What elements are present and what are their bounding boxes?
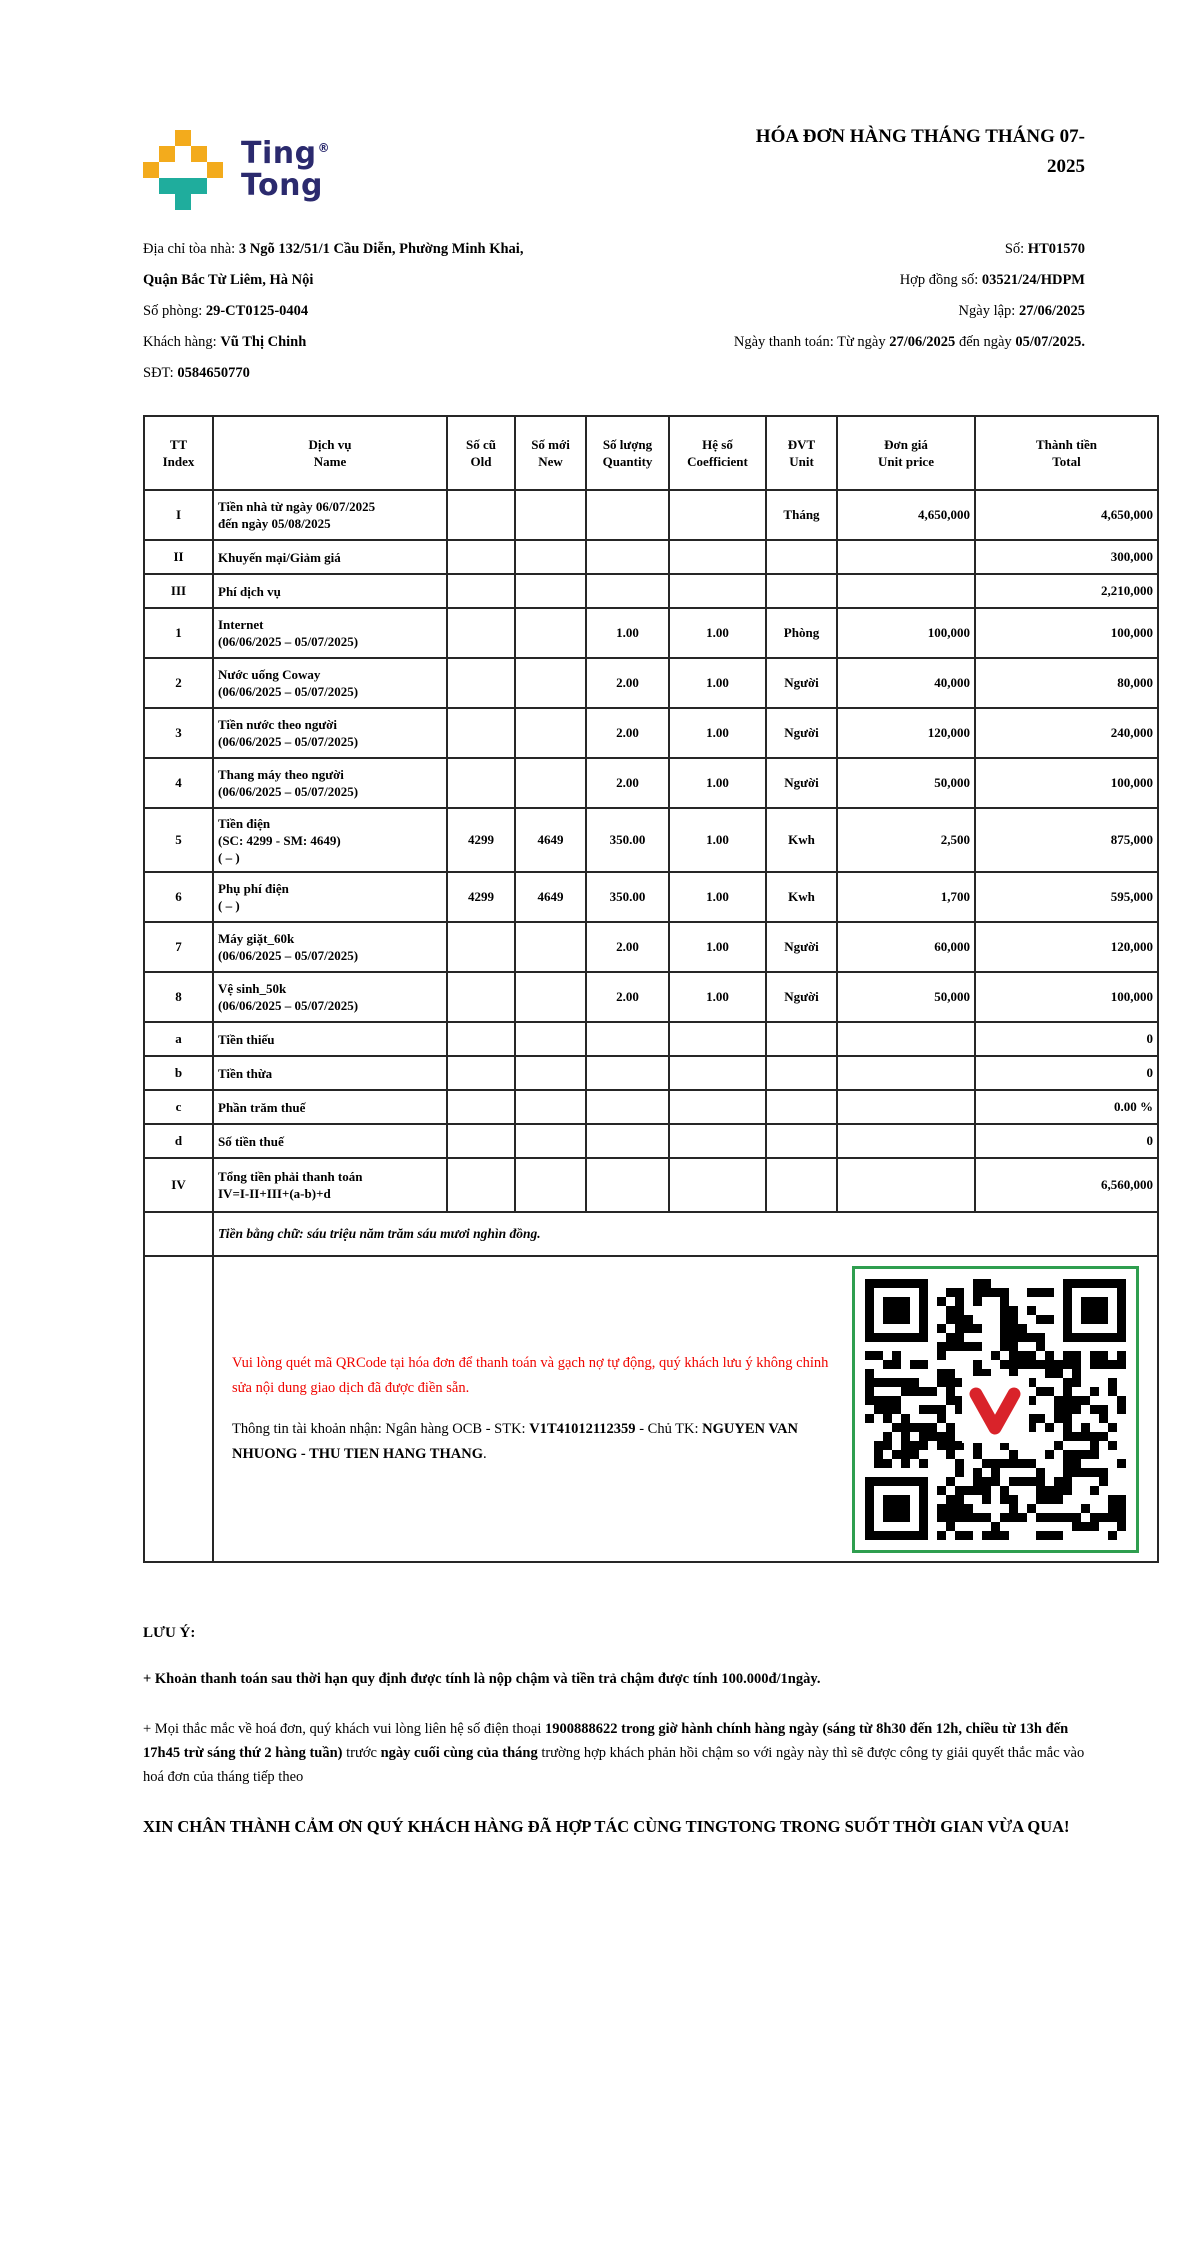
tingtong-logo: [143, 130, 330, 210]
line-total: 595,000: [975, 872, 1158, 922]
header-total: Thành tiền Total: [975, 416, 1158, 490]
table-row: [144, 1124, 1158, 1158]
old-reading: 4299: [447, 808, 515, 872]
line-total: 100,000: [975, 758, 1158, 808]
invoice-meta: [711, 234, 1157, 389]
quantity: 2.00: [586, 758, 669, 808]
unit-price: [837, 1022, 975, 1056]
coefficient: 1.00: [669, 972, 766, 1022]
customer-info: [143, 234, 711, 389]
quantity: 350.00: [586, 872, 669, 922]
old-reading: [447, 1124, 515, 1158]
payment-instructions-cell: [213, 1256, 1158, 1562]
new-reading: [515, 758, 586, 808]
invoice-table: [143, 415, 1159, 1563]
unit-price: 50,000: [837, 972, 975, 1022]
unit: Người: [766, 658, 837, 708]
unit: [766, 1124, 837, 1158]
line-total: 875,000: [975, 808, 1158, 872]
quantity: 2.00: [586, 658, 669, 708]
new-reading: 4649: [515, 872, 586, 922]
late-payment-note: + Khoản thanh toán sau thời hạn quy định được tính là nộp chậm và tiền trả chậm được tính 100.000đ/1ngày.: [143, 1671, 821, 1687]
unit-price: [837, 574, 975, 608]
new-reading: 4649: [515, 808, 586, 872]
unit: [766, 574, 837, 608]
line-total: 80,000: [975, 658, 1158, 708]
table-row-grand-total: [144, 1158, 1158, 1212]
line-total: 2,210,000: [975, 574, 1158, 608]
quantity: [586, 1090, 669, 1124]
quantity: [586, 574, 669, 608]
qr-warning-note: Vui lòng quét mã QRCode tại hóa đơn để thanh toán và gạch nợ tự động, quý khách lưu ý không chỉnh sửa nội dung giao dịch đã được điền sẵn.: [232, 1355, 829, 1396]
payment-period-line: Ngày thanh toán: Từ ngày 27/06/2025 đến ngày 05/07/2025.: [733, 334, 1085, 350]
new-reading: [515, 490, 586, 540]
new-reading: [515, 1124, 586, 1158]
coefficient: [669, 1022, 766, 1056]
unit-price: 4,650,000: [837, 490, 975, 540]
table-row: [144, 1090, 1158, 1124]
table-row: [144, 574, 1158, 608]
unit-price: [837, 1124, 975, 1158]
line-total: 4,650,000: [975, 490, 1158, 540]
header-unit-price: Đơn giá Unit price: [837, 416, 975, 490]
old-reading: [447, 658, 515, 708]
quantity: 350.00: [586, 808, 669, 872]
unit-price: [837, 1056, 975, 1090]
unit: [766, 1090, 837, 1124]
coefficient: 1.00: [669, 608, 766, 658]
new-reading: [515, 1158, 586, 1212]
unit-price: 40,000: [837, 658, 975, 708]
unit: [766, 1022, 837, 1056]
table-header-row: [144, 416, 1158, 490]
new-reading: [515, 574, 586, 608]
unit: Người: [766, 972, 837, 1022]
invoice-title: HÓA ĐƠN HÀNG THÁNG THÁNG 07- 2025: [755, 126, 1085, 177]
grand-total: 6,560,000: [975, 1158, 1158, 1212]
row-index: [144, 1212, 213, 1256]
building-address-line1: Địa chỉ tòa nhà: 3 Ngõ 132/51/1 Cầu Diễn, Phường Minh Khai,: [143, 241, 524, 257]
header-old: Số cũ Old: [447, 416, 515, 490]
line-total: 0: [975, 1056, 1158, 1090]
table-row: [144, 540, 1158, 574]
bank-account-info: Thông tin tài khoản nhận: Ngân hàng OCB - STK: V1T41012112359 - Chủ TK: NGUYEN VAN NHUONG - THU TIEN HANG THANG.: [232, 1421, 798, 1462]
unit: Kwh: [766, 808, 837, 872]
line-total: 0: [975, 1124, 1158, 1158]
new-reading: [515, 540, 586, 574]
quantity: 2.00: [586, 972, 669, 1022]
quantity: [586, 540, 669, 574]
new-reading: [515, 658, 586, 708]
new-reading: [515, 922, 586, 972]
unit-price: 2,500: [837, 808, 975, 872]
service-name: Thang máy theo người (06/06/2025 – 05/07/2025): [213, 758, 447, 808]
unit-price: 1,700: [837, 872, 975, 922]
notes-heading: LƯU Ý:: [143, 1625, 196, 1641]
unit-price: 50,000: [837, 758, 975, 808]
old-reading: [447, 1056, 515, 1090]
footer-notes: [143, 1625, 1106, 1840]
table-row: [144, 658, 1158, 708]
qr-code: [852, 1266, 1139, 1553]
payment-instructions: [218, 1351, 850, 1467]
invoice-number-line: Số: HT01570: [1004, 241, 1085, 257]
room-number-line: Số phòng: 29-CT0125-0404: [143, 303, 309, 319]
unit-price: [837, 1158, 975, 1212]
table-row: [144, 808, 1158, 872]
row-index: 7: [144, 922, 213, 972]
line-total: 240,000: [975, 708, 1158, 758]
new-reading: [515, 608, 586, 658]
header-unit: ĐVT Unit: [766, 416, 837, 490]
table-row: [144, 872, 1158, 922]
coefficient: [669, 1124, 766, 1158]
service-name: Vệ sinh_50k (06/06/2025 – 05/07/2025): [213, 972, 447, 1022]
new-reading: [515, 1022, 586, 1056]
new-reading: [515, 972, 586, 1022]
row-index: 2: [144, 658, 213, 708]
amount-in-words-row: [144, 1212, 1158, 1256]
quantity: 2.00: [586, 708, 669, 758]
row-index: 8: [144, 972, 213, 1022]
row-index: IV: [144, 1158, 213, 1212]
row-index: d: [144, 1124, 213, 1158]
table-row: [144, 1056, 1158, 1090]
service-name: Số tiền thuế: [213, 1124, 447, 1158]
line-total: 100,000: [975, 608, 1158, 658]
old-reading: [447, 540, 515, 574]
service-name: Phí dịch vụ: [213, 574, 447, 608]
row-index: 4: [144, 758, 213, 808]
old-reading: [447, 708, 515, 758]
row-index: 1: [144, 608, 213, 658]
quantity: [586, 490, 669, 540]
tingtong-logo-icon: [143, 130, 223, 210]
unit-price: [837, 540, 975, 574]
header-quantity: Số lượng Quantity: [586, 416, 669, 490]
coefficient: [669, 1090, 766, 1124]
row-index: b: [144, 1056, 213, 1090]
unit: Người: [766, 708, 837, 758]
old-reading: 4299: [447, 872, 515, 922]
unit: [766, 1056, 837, 1090]
quantity: [586, 1124, 669, 1158]
service-name: Phần trăm thuế: [213, 1090, 447, 1124]
service-name: Tiền nước theo người (06/06/2025 – 05/07/2025): [213, 708, 447, 758]
table-row: [144, 490, 1158, 540]
old-reading: [447, 758, 515, 808]
hotline-note: + Mọi thắc mắc về hoá đơn, quý khách vui lòng liên hệ số điện thoại 1900888622 trong giờ hành chính hàng ngày (sáng từ 8h30 đến 12h, chiều từ 13h đến 17h45 trừ sáng thứ 2 hàng tuần) trước ngày cuối cùng của tháng trường hợp khách phản hồi chậm so với ngày này thì sẽ được công ty giải quyết thắc mắc vào hoá đơn của tháng tiếp theo: [143, 1721, 1085, 1785]
amount-in-words: Tiền bằng chữ: sáu triệu năm trăm sáu mươi nghìn đồng.: [213, 1212, 1158, 1256]
coefficient: 1.00: [669, 922, 766, 972]
service-name: Tiền nhà từ ngày 06/07/2025 đến ngày 05/08/2025: [213, 490, 447, 540]
old-reading: [447, 1158, 515, 1212]
line-total: 100,000: [975, 972, 1158, 1022]
old-reading: [447, 922, 515, 972]
building-address-line2: Quận Bắc Từ Liêm, Hà Nội: [143, 272, 314, 288]
row-index: I: [144, 490, 213, 540]
row-index: a: [144, 1022, 213, 1056]
unit-price: 60,000: [837, 922, 975, 972]
coefficient: [669, 490, 766, 540]
qr-code-image: [865, 1279, 1126, 1540]
line-total: 300,000: [975, 540, 1158, 574]
coefficient: 1.00: [669, 808, 766, 872]
table-row: [144, 758, 1158, 808]
coefficient: [669, 540, 766, 574]
registered-mark: ®: [317, 141, 331, 155]
table-row: [144, 972, 1158, 1022]
payment-qr-row: [144, 1256, 1158, 1562]
coefficient: [669, 1056, 766, 1090]
row-index: II: [144, 540, 213, 574]
service-name: Máy giặt_60k (06/06/2025 – 05/07/2025): [213, 922, 447, 972]
line-total: 0: [975, 1022, 1158, 1056]
row-index: [144, 1256, 213, 1562]
header: [143, 0, 1157, 210]
old-reading: [447, 608, 515, 658]
phone-line: SĐT: 0584650770: [143, 365, 250, 381]
tingtong-logo-text: Ting® Tong: [241, 136, 331, 203]
old-reading: [447, 972, 515, 1022]
service-name: Tiền thiếu: [213, 1022, 447, 1056]
row-index: 3: [144, 708, 213, 758]
quantity: 1.00: [586, 608, 669, 658]
new-reading: [515, 1056, 586, 1090]
service-name: Phụ phí điện ( – ): [213, 872, 447, 922]
table-row: [144, 708, 1158, 758]
unit: Người: [766, 922, 837, 972]
old-reading: [447, 1022, 515, 1056]
new-reading: [515, 708, 586, 758]
unit-price: [837, 1090, 975, 1124]
quantity: 2.00: [586, 922, 669, 972]
line-total: 120,000: [975, 922, 1158, 972]
header-name: Dịch vụ Name: [213, 416, 447, 490]
header-index: TT Index: [144, 416, 213, 490]
old-reading: [447, 490, 515, 540]
row-index: c: [144, 1090, 213, 1124]
contract-number-line: Hợp đồng số: 03521/24/HDPM: [899, 272, 1085, 288]
old-reading: [447, 574, 515, 608]
issue-date-line: Ngày lập: 27/06/2025: [958, 303, 1085, 319]
header-new: Số mới New: [515, 416, 586, 490]
row-index: 6: [144, 872, 213, 922]
customer-name-line: Khách hàng: Vũ Thị Chinh: [143, 334, 307, 350]
coefficient: 1.00: [669, 758, 766, 808]
service-name: Tiền thừa: [213, 1056, 447, 1090]
coefficient: 1.00: [669, 708, 766, 758]
coefficient: [669, 574, 766, 608]
unit: [766, 1158, 837, 1212]
new-reading: [515, 1090, 586, 1124]
unit: Người: [766, 758, 837, 808]
unit: [766, 540, 837, 574]
unit-price: 100,000: [837, 608, 975, 658]
row-index: III: [144, 574, 213, 608]
row-index: 5: [144, 808, 213, 872]
service-name: Tiền điện (SC: 4299 - SM: 4649) ( – ): [213, 808, 447, 872]
quantity: [586, 1158, 669, 1212]
service-name: Tổng tiền phải thanh toán IV=I-II+III+(a-b)+d: [213, 1158, 447, 1212]
quantity: [586, 1022, 669, 1056]
coefficient: 1.00: [669, 872, 766, 922]
table-row: [144, 922, 1158, 972]
coefficient: [669, 1158, 766, 1212]
table-row: [144, 1022, 1158, 1056]
unit: Phòng: [766, 608, 837, 658]
header-coefficient: Hệ số Coefficient: [669, 416, 766, 490]
unit: Tháng: [766, 490, 837, 540]
invoice-info: [143, 234, 1157, 389]
unit: Kwh: [766, 872, 837, 922]
quantity: [586, 1056, 669, 1090]
unit-price: 120,000: [837, 708, 975, 758]
service-name: Internet (06/06/2025 – 05/07/2025): [213, 608, 447, 658]
table-row: [144, 608, 1158, 658]
service-name: Khuyến mại/Giảm giá: [213, 540, 447, 574]
line-total: 0.00 %: [975, 1090, 1158, 1124]
service-name: Nước uống Coway (06/06/2025 – 05/07/2025): [213, 658, 447, 708]
old-reading: [447, 1090, 515, 1124]
thank-you-message: XIN CHÂN THÀNH CẢM ƠN QUÝ KHÁCH HÀNG ĐÃ HỢP TÁC CÙNG TINGTONG TRONG SUỐT THỜI GIAN VỪA QUA!: [143, 1817, 1070, 1836]
coefficient: 1.00: [669, 658, 766, 708]
